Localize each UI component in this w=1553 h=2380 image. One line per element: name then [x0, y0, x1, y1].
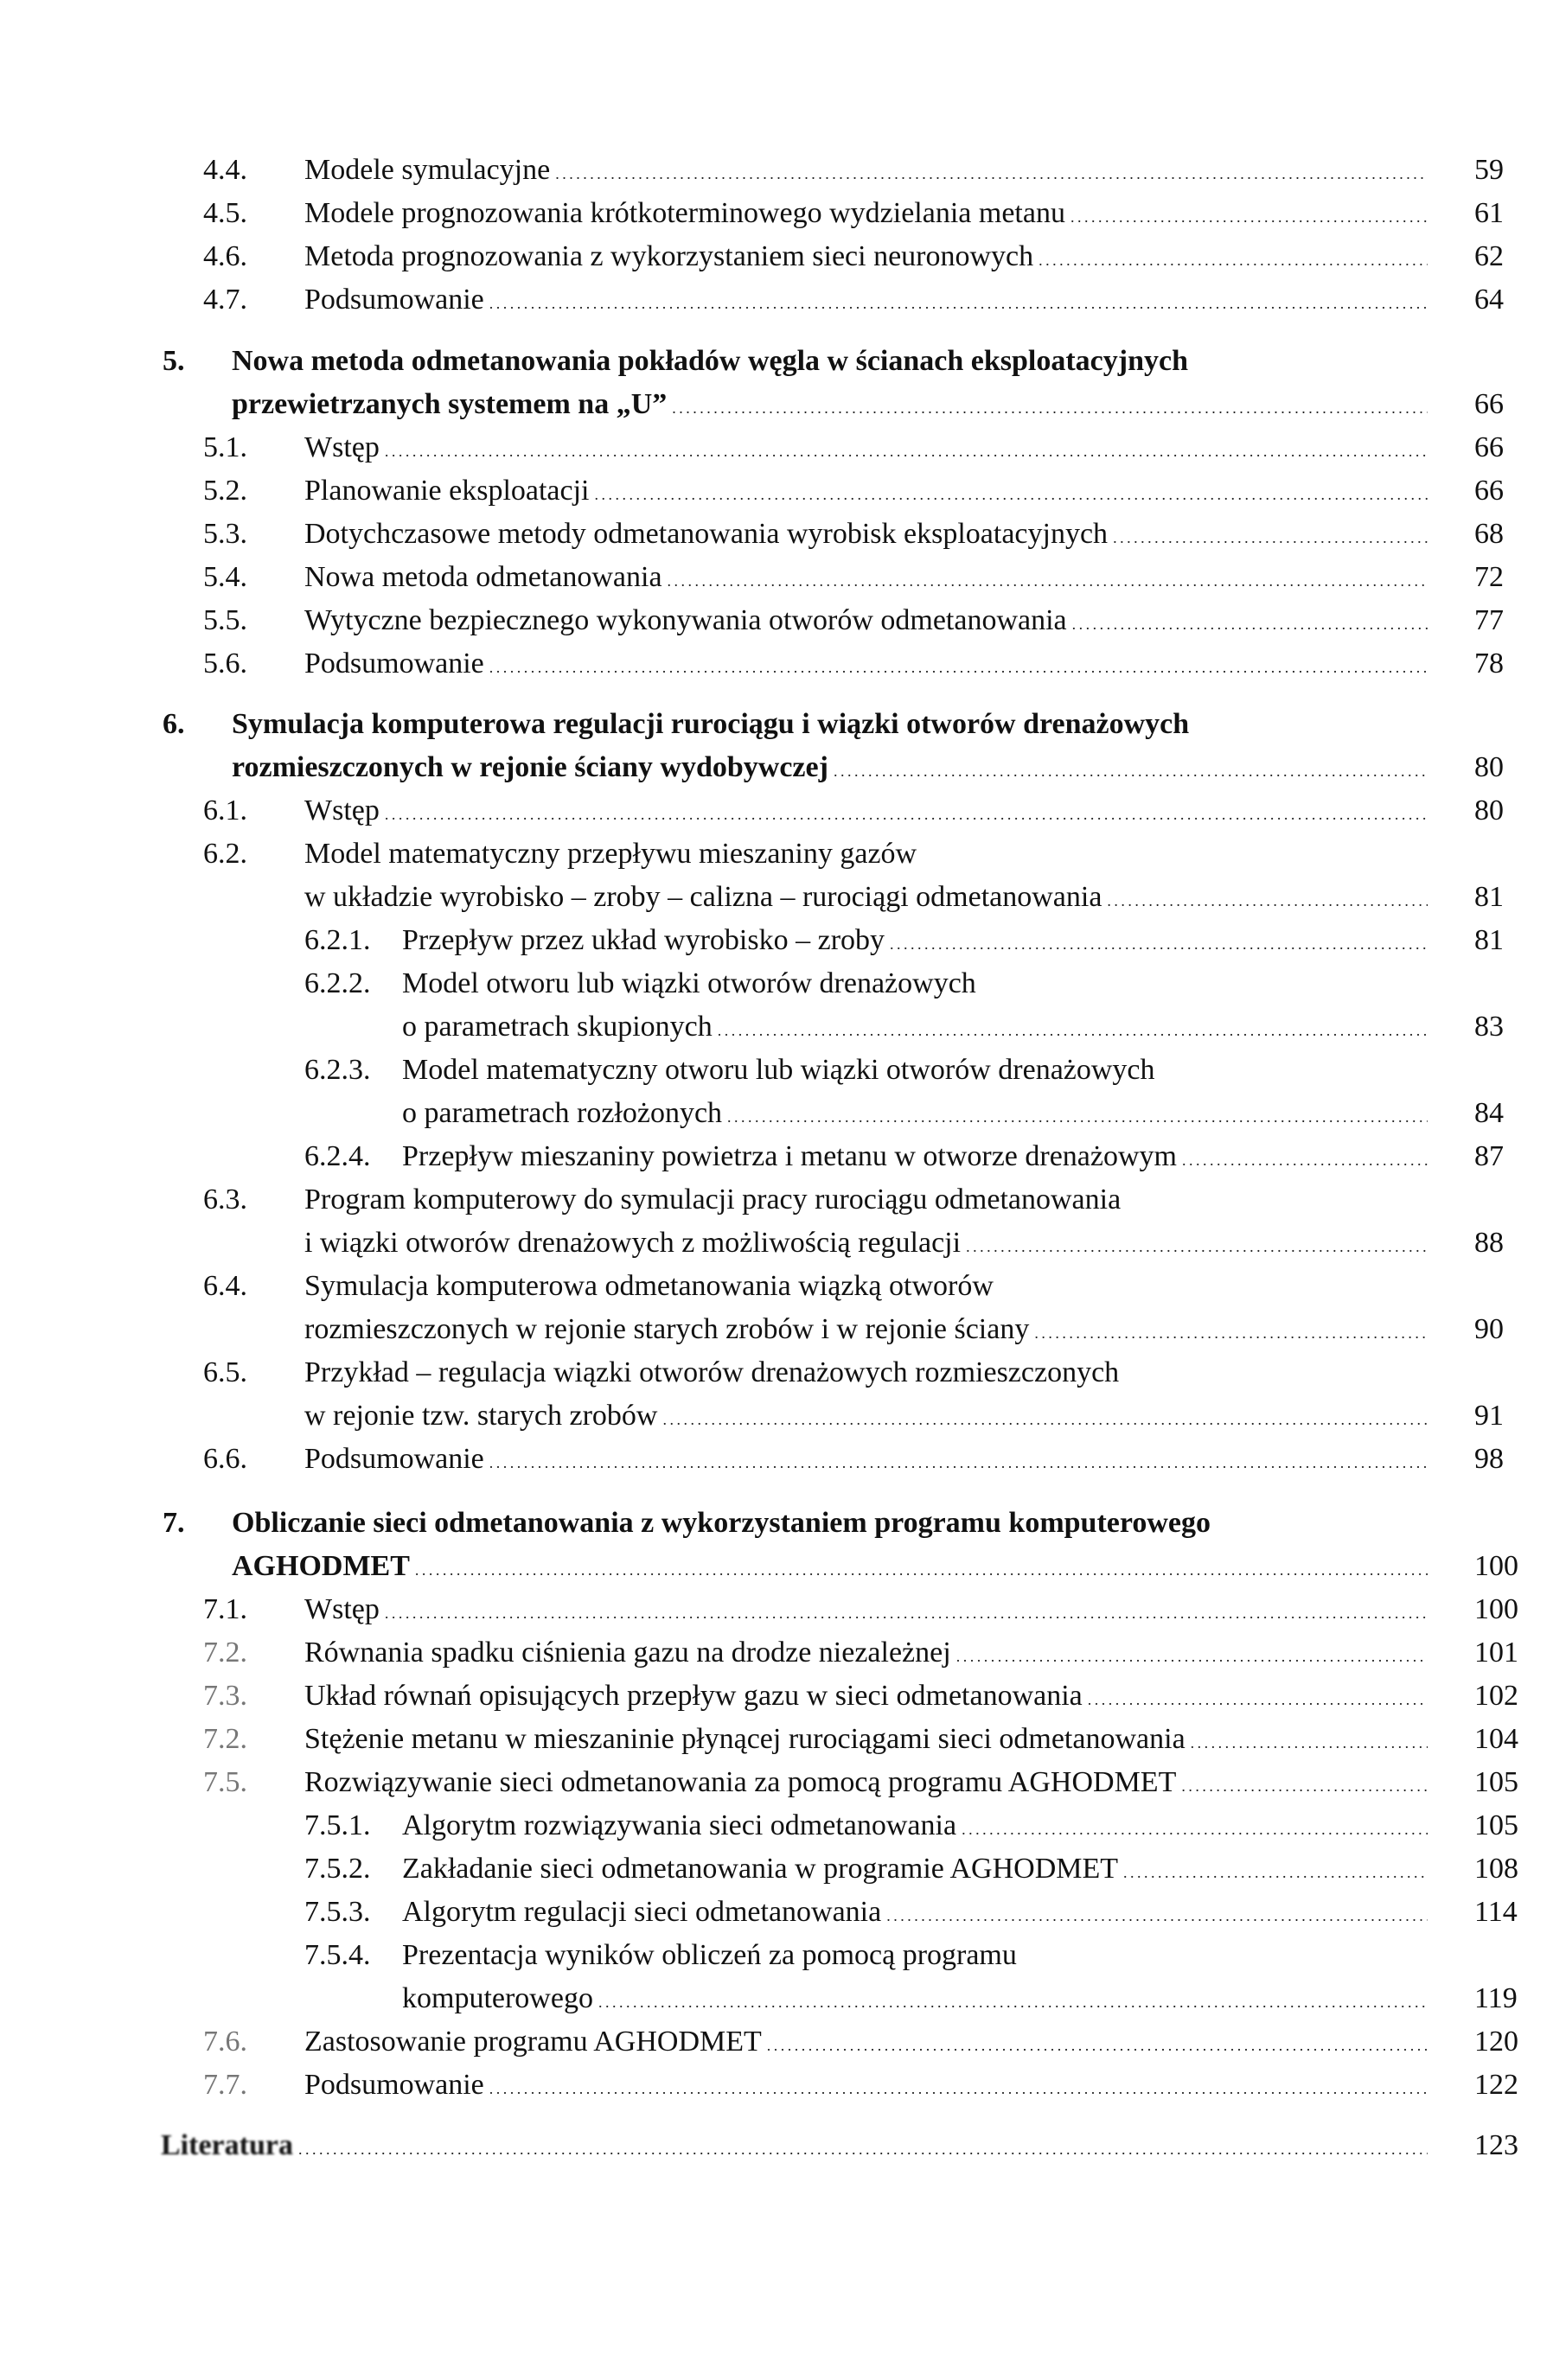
chapter-title: przewietrzanych systemem na „U” [232, 388, 668, 420]
toc-entry[interactable] [0, 149, 1553, 192]
dot-leader [890, 919, 1428, 966]
toc-entry-continuation[interactable] [0, 1005, 1553, 1049]
section-title: Planowanie eksploatacji [304, 475, 590, 507]
page-number: 83 [1474, 1011, 1504, 1043]
section-number: 4.7. [203, 284, 247, 316]
section-title: Algorytm rozwiązywania sieci odmetanowania [402, 1809, 957, 1841]
toc-entry[interactable] [0, 599, 1553, 642]
section-title: Wstęp [304, 431, 380, 463]
dot-leader [555, 149, 1428, 195]
dot-leader [668, 556, 1428, 603]
section-title: Przepływ przez układ wyrobisko – zroby [402, 924, 885, 956]
page-number: 100 [1474, 1593, 1518, 1625]
section-number: 5.6. [203, 648, 247, 680]
toc-entry[interactable] [0, 2124, 1553, 2167]
dot-leader [1181, 1761, 1428, 1808]
section-number: 7.5.3. [304, 1896, 371, 1928]
toc-entry[interactable] [0, 1049, 1553, 1092]
toc-entry[interactable] [0, 919, 1553, 962]
page-number: 68 [1474, 518, 1504, 550]
dot-leader [1123, 1847, 1428, 1894]
page-number: 66 [1474, 475, 1504, 507]
toc-entry-continuation[interactable] [0, 383, 1553, 426]
toc-entry[interactable] [0, 642, 1553, 686]
section-title: Wytyczne bezpiecznego wykonywania otworów odmetanowania [304, 604, 1067, 636]
chapter-title: Obliczanie sieci odmetanowania z wykorzystaniem programu komputerowego [232, 1507, 1211, 1539]
toc-entry[interactable] [0, 1588, 1553, 1631]
section-number: 5.1. [203, 431, 247, 463]
dot-leader [298, 2124, 1428, 2171]
page-number: 122 [1474, 2069, 1518, 2101]
dot-leader [1039, 235, 1428, 282]
section-title: Model otworu lub wiązki otworów drenażowych [402, 967, 976, 999]
page-number: 78 [1474, 648, 1504, 680]
section-number: 5. [163, 345, 185, 377]
page-number: 114 [1474, 1896, 1518, 1928]
section-number: 5.4. [203, 561, 247, 593]
page-number: 100 [1474, 1550, 1518, 1582]
page-number: 80 [1474, 794, 1504, 826]
section-title: Model matematyczny otworu lub wiązki otworów drenażowych [402, 1054, 1155, 1086]
toc-entry[interactable] [0, 278, 1553, 322]
toc-entry[interactable] [0, 1178, 1553, 1222]
page-number: 108 [1474, 1853, 1518, 1885]
section-number: 5.3. [203, 518, 247, 550]
toc-entry[interactable] [0, 2064, 1553, 2107]
dot-leader [956, 1631, 1428, 1678]
toc-entry[interactable] [0, 426, 1553, 469]
dot-leader [966, 1222, 1428, 1268]
section-title: Modele prognozowania krótkoterminowego wydzielania metanu [304, 197, 1065, 229]
page-number: 105 [1474, 1766, 1518, 1798]
section-number: 6.4. [203, 1270, 247, 1302]
page-number: 66 [1474, 388, 1504, 420]
page-number: 62 [1474, 240, 1504, 272]
dot-leader [1182, 1135, 1428, 1182]
page-number: 80 [1474, 751, 1504, 783]
section-title: w układzie wyrobisko – zroby – calizna – rurociągi odmetanowania [304, 881, 1102, 913]
section-title: komputerowego [402, 1982, 593, 2014]
section-number: 6.6. [203, 1443, 247, 1475]
section-number: 7.2. [203, 1723, 247, 1755]
page-number: 119 [1474, 1982, 1518, 2014]
section-title: Równania spadku ciśnienia gazu na drodze niezależnej [304, 1637, 951, 1669]
section-title: Wstęp [304, 1593, 380, 1625]
dot-leader [962, 1804, 1428, 1851]
section-number: 4.5. [203, 197, 247, 229]
dot-leader [598, 1977, 1428, 2024]
section-number: 5.2. [203, 475, 247, 507]
toc-entry[interactable] [0, 1934, 1553, 1977]
section-number: 6.1. [203, 794, 247, 826]
section-title: o parametrach skupionych [402, 1011, 713, 1043]
section-title: Zakładanie sieci odmetanowania w programie AGHODMET [402, 1853, 1119, 1885]
dot-leader [1072, 599, 1428, 646]
section-title: i wiązki otworów drenażowych z możliwością regulacji [304, 1227, 962, 1259]
section-number: 7.5.2. [304, 1853, 371, 1885]
section-title: Dotychczasowe metody odmetanowania wyrobisk eksploatacyjnych [304, 518, 1109, 550]
section-number: 7. [163, 1507, 185, 1539]
section-title: w rejonie tzw. starych zrobów [304, 1400, 658, 1432]
toc-entry[interactable] [0, 1351, 1553, 1394]
section-title: Rozwiązywanie sieci odmetanowania za pomocą programu AGHODMET [304, 1766, 1177, 1798]
toc-entry[interactable] [0, 703, 1553, 746]
section-title: Program komputerowy do symulacji pracy rurociągu odmetanowania [304, 1184, 1122, 1216]
section-number: 4.6. [203, 240, 247, 272]
section-title: Modele symulacyjne [304, 154, 551, 186]
toc-entry[interactable] [0, 1847, 1553, 1891]
toc-entry-continuation[interactable] [0, 1394, 1553, 1438]
section-title: Zastosowanie programu AGHODMET [304, 2026, 762, 2058]
section-title: Wstęp [304, 794, 380, 826]
section-title: Metoda prognozowania z wykorzystaniem sieci neuronowych [304, 240, 1034, 272]
toc-entry[interactable] [0, 1761, 1553, 1804]
section-title: Przykład – regulacja wiązki otworów drenażowych rozmieszczonych [304, 1356, 1120, 1388]
page-number: 120 [1474, 2026, 1518, 2058]
dot-leader [1088, 1675, 1428, 1721]
dot-leader [385, 426, 1428, 473]
dot-leader [415, 1545, 1428, 1592]
section-number: 7.2. [203, 1637, 247, 1669]
section-title: Układ równań opisujących przepływ gazu w sieci odmetanowania [304, 1680, 1083, 1712]
page-number: 61 [1474, 197, 1504, 229]
section-title: o parametrach rozłożonych [402, 1097, 723, 1129]
page-number: 123 [1474, 2129, 1518, 2161]
toc-entry-continuation[interactable] [0, 1092, 1553, 1135]
dot-leader [662, 1394, 1428, 1441]
section-title: Podsumowanie [304, 2069, 484, 2101]
page-number: 81 [1474, 924, 1504, 956]
dot-leader [385, 1588, 1428, 1635]
page-number: 59 [1474, 154, 1504, 186]
toc-entry[interactable] [0, 2020, 1553, 2064]
section-number: 7.6. [203, 2026, 247, 2058]
dot-leader [385, 789, 1428, 836]
page-number: 90 [1474, 1313, 1504, 1345]
section-number: 7.3. [203, 1680, 247, 1712]
dot-leader [489, 2064, 1428, 2110]
section-title: Nowa metoda odmetanowania [304, 561, 662, 593]
dot-leader [1070, 192, 1428, 239]
chapter-title: rozmieszczonych w rejonie ściany wydobywczej [232, 751, 828, 783]
section-title: Prezentacja wyników obliczeń za pomocą programu [402, 1939, 1017, 1971]
section-title: rozmieszczonych w rejonie starych zrobów i w rejonie ściany [304, 1313, 1030, 1345]
bibliography-title: Literatura [161, 2129, 293, 2161]
toc-entry[interactable] [0, 1891, 1553, 1934]
page-number: 98 [1474, 1443, 1504, 1475]
toc-entry[interactable] [0, 833, 1553, 876]
dot-leader [727, 1092, 1428, 1139]
dot-leader [834, 746, 1428, 793]
section-title: Model matematyczny przepływu mieszaniny gazów [304, 838, 917, 870]
toc-entry[interactable] [0, 1502, 1553, 1545]
dot-leader [1107, 876, 1428, 922]
toc-entry[interactable] [0, 340, 1553, 383]
section-number: 6.2.1. [304, 924, 371, 956]
toc-entry-continuation[interactable] [0, 876, 1553, 919]
toc-entry[interactable] [0, 556, 1553, 599]
toc-entry[interactable] [0, 513, 1553, 556]
section-number: 7.5.1. [304, 1809, 371, 1841]
toc-entry-continuation[interactable] [0, 1545, 1553, 1588]
toc-entry-continuation[interactable] [0, 1977, 1553, 2020]
toc-entry[interactable] [0, 962, 1553, 1005]
section-title: Podsumowanie [304, 648, 484, 680]
dot-leader [1191, 1718, 1428, 1764]
page-number: 105 [1474, 1809, 1518, 1841]
toc-entry[interactable] [0, 1804, 1553, 1847]
section-number: 6.2.3. [304, 1054, 371, 1086]
dot-leader [489, 642, 1428, 689]
toc-entry[interactable] [0, 192, 1553, 235]
toc-entry[interactable] [0, 1718, 1553, 1761]
toc-entry[interactable] [0, 789, 1553, 833]
page-number: 88 [1474, 1227, 1504, 1259]
page-number: 72 [1474, 561, 1504, 593]
dot-leader [886, 1891, 1428, 1937]
section-number: 6.3. [203, 1184, 247, 1216]
page-number: 64 [1474, 284, 1504, 316]
dot-leader [1113, 513, 1428, 559]
section-number: 6.5. [203, 1356, 247, 1388]
toc-entry[interactable] [0, 1438, 1553, 1481]
page-number: 84 [1474, 1097, 1504, 1129]
chapter-title: AGHODMET [232, 1550, 410, 1582]
page-number: 66 [1474, 431, 1504, 463]
section-number: 7.5. [203, 1766, 247, 1798]
dot-leader [489, 1438, 1428, 1484]
section-title: Stężenie metanu w mieszaninie płynącej rurociągami sieci odmetanowania [304, 1723, 1186, 1755]
section-number: 6.2.4. [304, 1140, 371, 1172]
section-title: Symulacja komputerowa odmetanowania wiązką otworów [304, 1270, 994, 1302]
dot-leader [718, 1005, 1428, 1052]
section-number: 6.2.2. [304, 967, 371, 999]
section-number: 4.4. [203, 154, 247, 186]
page-number: 77 [1474, 604, 1504, 636]
page-number: 91 [1474, 1400, 1504, 1432]
toc-entry[interactable] [0, 1135, 1553, 1178]
page-number: 104 [1474, 1723, 1518, 1755]
section-title: Algorytm regulacji sieci odmetanowania [402, 1896, 882, 1928]
section-number: 6. [163, 708, 185, 740]
page-number: 81 [1474, 881, 1504, 913]
section-number: 7.7. [203, 2069, 247, 2101]
toc-entry[interactable] [0, 469, 1553, 513]
dot-leader [1034, 1308, 1428, 1355]
toc-entry-continuation[interactable] [0, 1308, 1553, 1351]
page-number: 102 [1474, 1680, 1518, 1712]
section-title: Podsumowanie [304, 284, 484, 316]
section-title: Przepływ mieszaniny powietrza i metanu w otworze drenażowym [402, 1140, 1177, 1172]
section-number: 5.5. [203, 604, 247, 636]
section-title: Podsumowanie [304, 1443, 484, 1475]
section-number: 7.1. [203, 1593, 247, 1625]
page-number: 87 [1474, 1140, 1504, 1172]
toc-entry[interactable] [0, 235, 1553, 278]
chapter-title: Symulacja komputerowa regulacji rurociągu i wiązki otworów drenażowych [232, 708, 1190, 740]
chapter-title: Nowa metoda odmetanowania pokładów węgla w ścianach eksploatacyjnych [232, 345, 1188, 377]
toc-entry[interactable] [0, 1631, 1553, 1675]
dot-leader [489, 278, 1428, 325]
toc-entry-continuation[interactable] [0, 1222, 1553, 1265]
page-number: 101 [1474, 1637, 1518, 1669]
dot-leader [672, 383, 1428, 430]
dot-leader [595, 469, 1428, 516]
section-number: 6.2. [203, 838, 247, 870]
toc-entry-continuation[interactable] [0, 746, 1553, 789]
toc-entry[interactable] [0, 1675, 1553, 1718]
section-number: 7.5.4. [304, 1939, 371, 1971]
dot-leader [767, 2020, 1428, 2067]
toc-entry[interactable] [0, 1265, 1553, 1308]
